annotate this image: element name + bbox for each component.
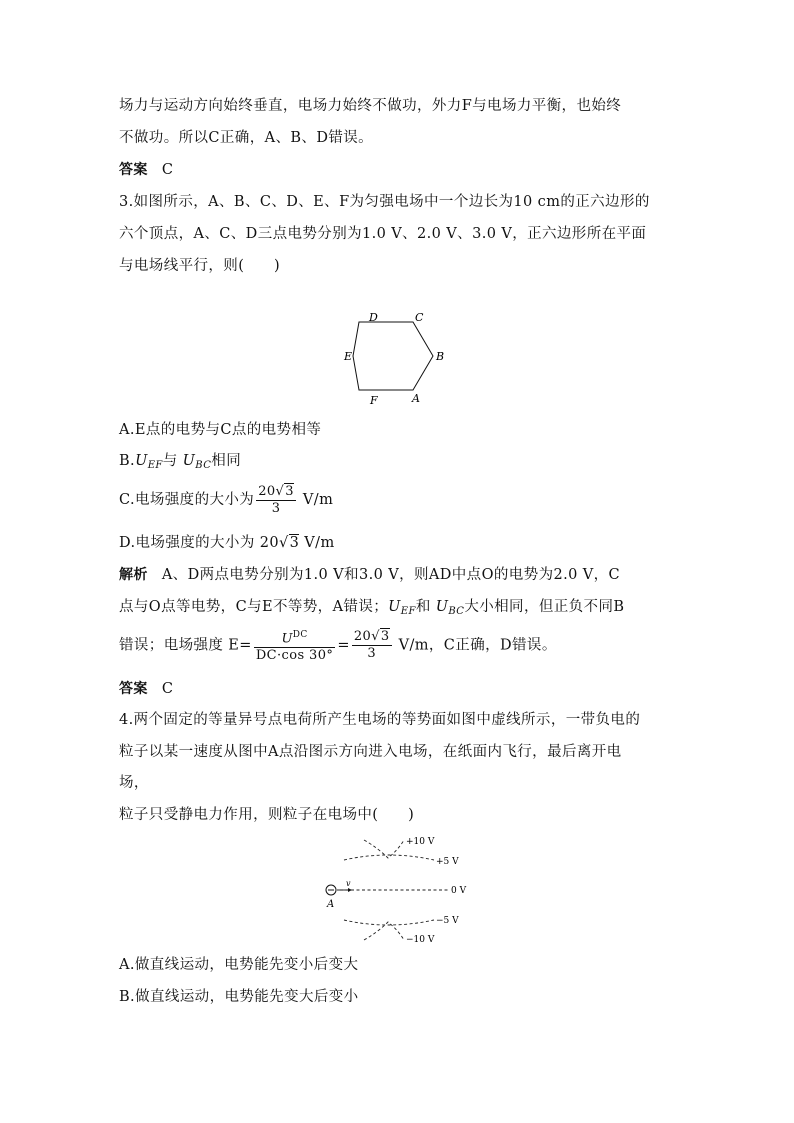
hexagon-figure: [335, 306, 455, 410]
option-b: $B.U_{EF}$与 $U_{BC}$相同: [119, 453, 242, 471]
label-plus5: +5 V: [436, 857, 459, 867]
label-zero: 0 V: [451, 886, 467, 896]
answer-value: C: [161, 681, 174, 697]
vertex-label-d: D: [369, 311, 378, 324]
equipotential-figure: [318, 830, 478, 946]
velocity-label: v: [346, 879, 351, 888]
fraction: $\frac{20√3}{3}$: [258, 483, 294, 516]
text-line: 场力与运动方向始终垂直，电场力始终不做功，外力F与电场力平衡，也始终: [119, 98, 622, 114]
vertex-label-a: A: [412, 392, 420, 405]
solution-line: 错误；电场强度 E= $\frac{U^{DC}}{DC\cdot\cos 30^\circ}$ = $\frac{20√3}{3}$ V/m，C正确，D错误。: [119, 627, 557, 664]
question-text: 4.两个固定的等量异号点电荷所产生电场的等势面如图中虚线所示，一带负电的: [119, 712, 641, 728]
answer-line: [119, 160, 173, 180]
solution-line: 解析 A、D两点电势分别为1.0 V和3.0 V，则AD中点O的电势为2.0 V，C: [119, 567, 621, 583]
fraction: $\frac{20√3}{3}$: [353, 629, 390, 662]
equipotential-line-plus5: [344, 855, 434, 860]
point-a-label: A: [327, 899, 335, 910]
question-text: 六个顶点，A、C、D三点电势分别为1.0 V、2.0 V、3.0 V，正六边形所在平面: [119, 226, 647, 242]
question-text: 粒子以某一速度从图中A点沿图示方向进入电场，在纸面内飞行，最后离开电: [119, 744, 622, 760]
question-text: 粒子只受静电力作用，则粒子在电场中( ): [119, 807, 415, 823]
question-text: 与电场线平行，则( ): [119, 258, 281, 274]
option-b: B.做直线运动，电势能先变大后变小: [119, 989, 359, 1005]
answer-value: C: [161, 162, 174, 178]
option-a: A.E点的电势与C点的电势相等: [119, 422, 322, 438]
fraction: $\frac{U^{DC}}{DC\cdot\cos 30^\circ}$: [254, 627, 335, 664]
option-d: D.电场强度的大小为 20√3 V/m: [119, 535, 335, 551]
equipotential-line-minus5: [344, 920, 434, 925]
label-minus10: −10 V: [406, 935, 435, 945]
answer-label: 答案: [119, 681, 148, 697]
label-plus10: +10 V: [406, 837, 435, 847]
solution-label: 解析: [119, 567, 148, 583]
vertex-label-f: F: [370, 394, 378, 407]
vertex-label-e: E: [344, 350, 353, 363]
answer-label: 答案: [119, 162, 148, 178]
vertex-label-c: C: [415, 311, 424, 324]
option-a: A.做直线运动，电势能先变小后变大: [119, 957, 359, 973]
label-minus5: −5 V: [436, 916, 459, 926]
question-text: 场，: [119, 775, 149, 791]
text-line: 不做功。所以C正确，A、B、D错误。: [119, 130, 374, 146]
option-c: C.电场强度的大小为 $\frac{20√3}{3}$ V/m: [119, 483, 334, 516]
answer-line: [119, 679, 173, 699]
question-text: 3.如图所示，A、B、C、D、E、F为匀强电场中一个边长为10 cm的正六边形的: [119, 194, 650, 210]
vertex-label-b: B: [436, 350, 445, 363]
solution-line: 点与O点等电势，C与E不等势，A错误；$U_{EF}$和 $U_{BC}$大小相同，但正负不同B: [119, 599, 625, 617]
hexagon-shape: [353, 322, 433, 390]
